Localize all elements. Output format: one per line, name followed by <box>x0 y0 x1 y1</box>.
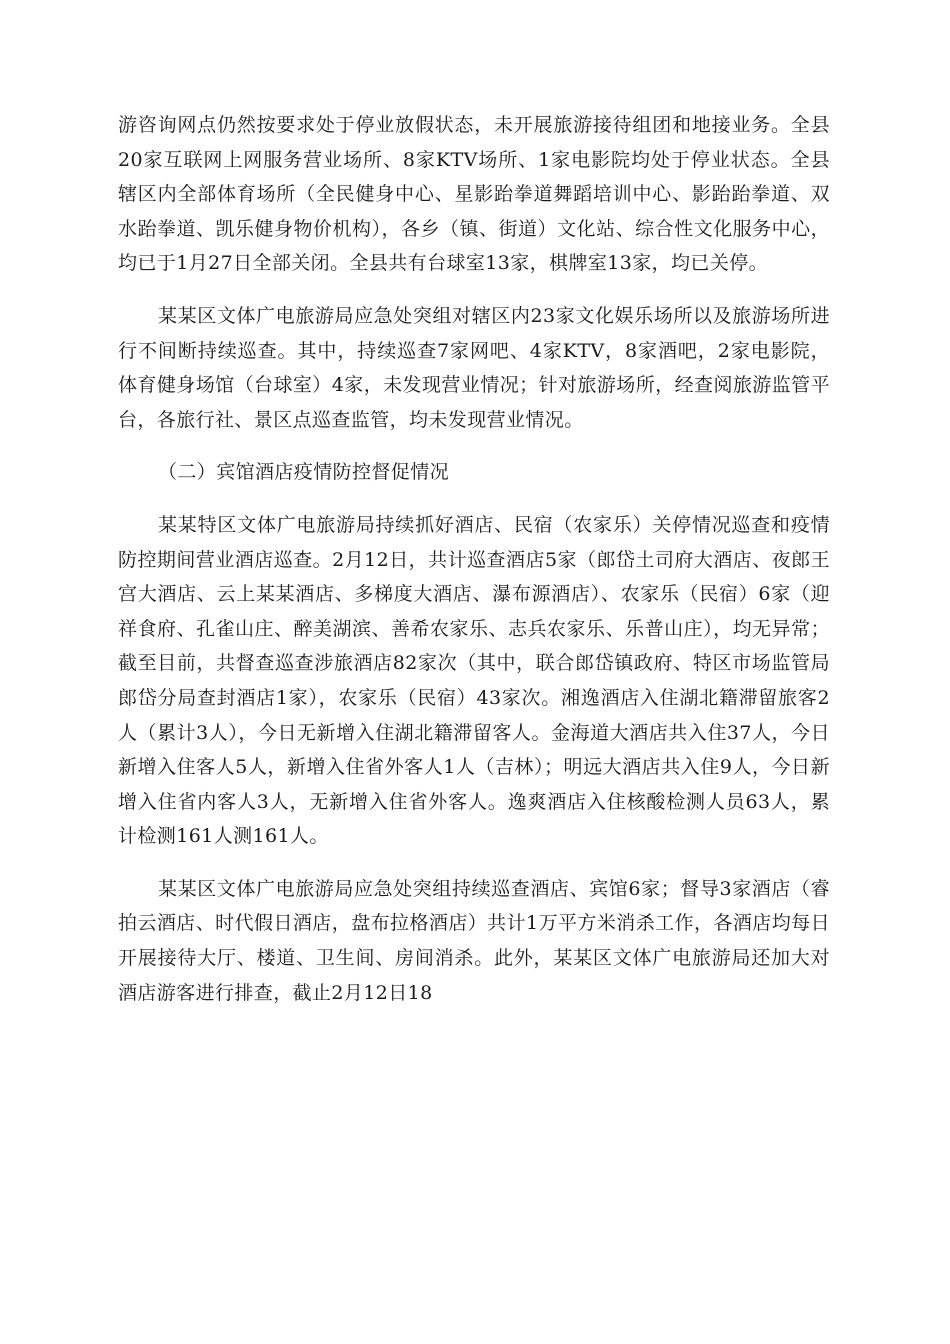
paragraph-district-inspection: 某某区文体广电旅游局应急处突组对辖区内23家文化娱乐场所以及旅游场所进行不间断持续巡查。其中，持续巡查7家网吧、4家KTV，8家酒吧，2家电影院，体育健身场馆（台球室）4家，未发现营业情况；针对旅游场所，经查阅旅游监管平台，各旅行社、景区点巡查监管，均未发现营业情况。 <box>118 304 830 431</box>
paragraph-special-district-hotels: 某某特区文体广电旅游局持续抓好酒店、民宿（农家乐）关停情况巡查和疫情防控期间营业酒店巡查。2月12日，共计巡查酒店5家（郎岱土司府大酒店、夜郎王宫大酒店、云上某某酒店、多梯度大酒店、瀑布源酒店）、农家乐（民宿）6家（迎祥食府、孔雀山庄、醉美湖滨、善希农家乐、志兵农家乐、乐普山庄），均无异常；截至目前，共督查巡查涉旅酒店82家次（其中，联合郎岱镇政府、特区市场监管局郎岱分局查封酒店1家），农家乐（民宿）43家次。湘逸酒店入住湖北籍滞留旅客2人（累计3人），今日无新增入住湖北籍滞留客人。金海道大酒店共入住37人，今日新增入住客人5人，新增入住省外客人1人（吉林）；明远大酒店共入住9人，今日新增入住省内客人3人，无新增入住省外客人。逸爽酒店入住核酸检测人员63人，累计检测161人测161人。 <box>118 513 830 848</box>
paragraph-closures: 游咨询网点仍然按要求处于停业放假状态，未开展旅游接待组团和地接业务。全县20家互联网上网服务营业场所、8家KTV场所、1家电影院均处于停业状态。全县辖区内全部体育场所（全民健身中心、星影跆拳道舞蹈培训中心、影跆跆拳道、双水跆拳道、凯乐健身物价机构），各乡（镇、街道）文化站、综合性文化服务中心，均已于1月27日全部关闭。全县共有台球室13家，棋牌室13家，均已关停。 <box>118 114 830 275</box>
document-body <box>118 108 830 1010</box>
section-heading-hotel-prevention: （二）宾馆酒店疫情防控督促情况 <box>158 461 450 484</box>
paragraph-district-hotel-disinfection: 某某区文体广电旅游局应急处突组持续巡查酒店、宾馆6家；督导3家酒店（睿拍云酒店、时代假日酒店，盘布拉格酒店）共计1万平方米消杀工作，各酒店均每日开展接待大厅、楼道、卫生间、房间消杀。此外，某某区文体广电旅游局还加大对酒店游客进行排查，截止2月12日18 <box>118 877 830 1004</box>
